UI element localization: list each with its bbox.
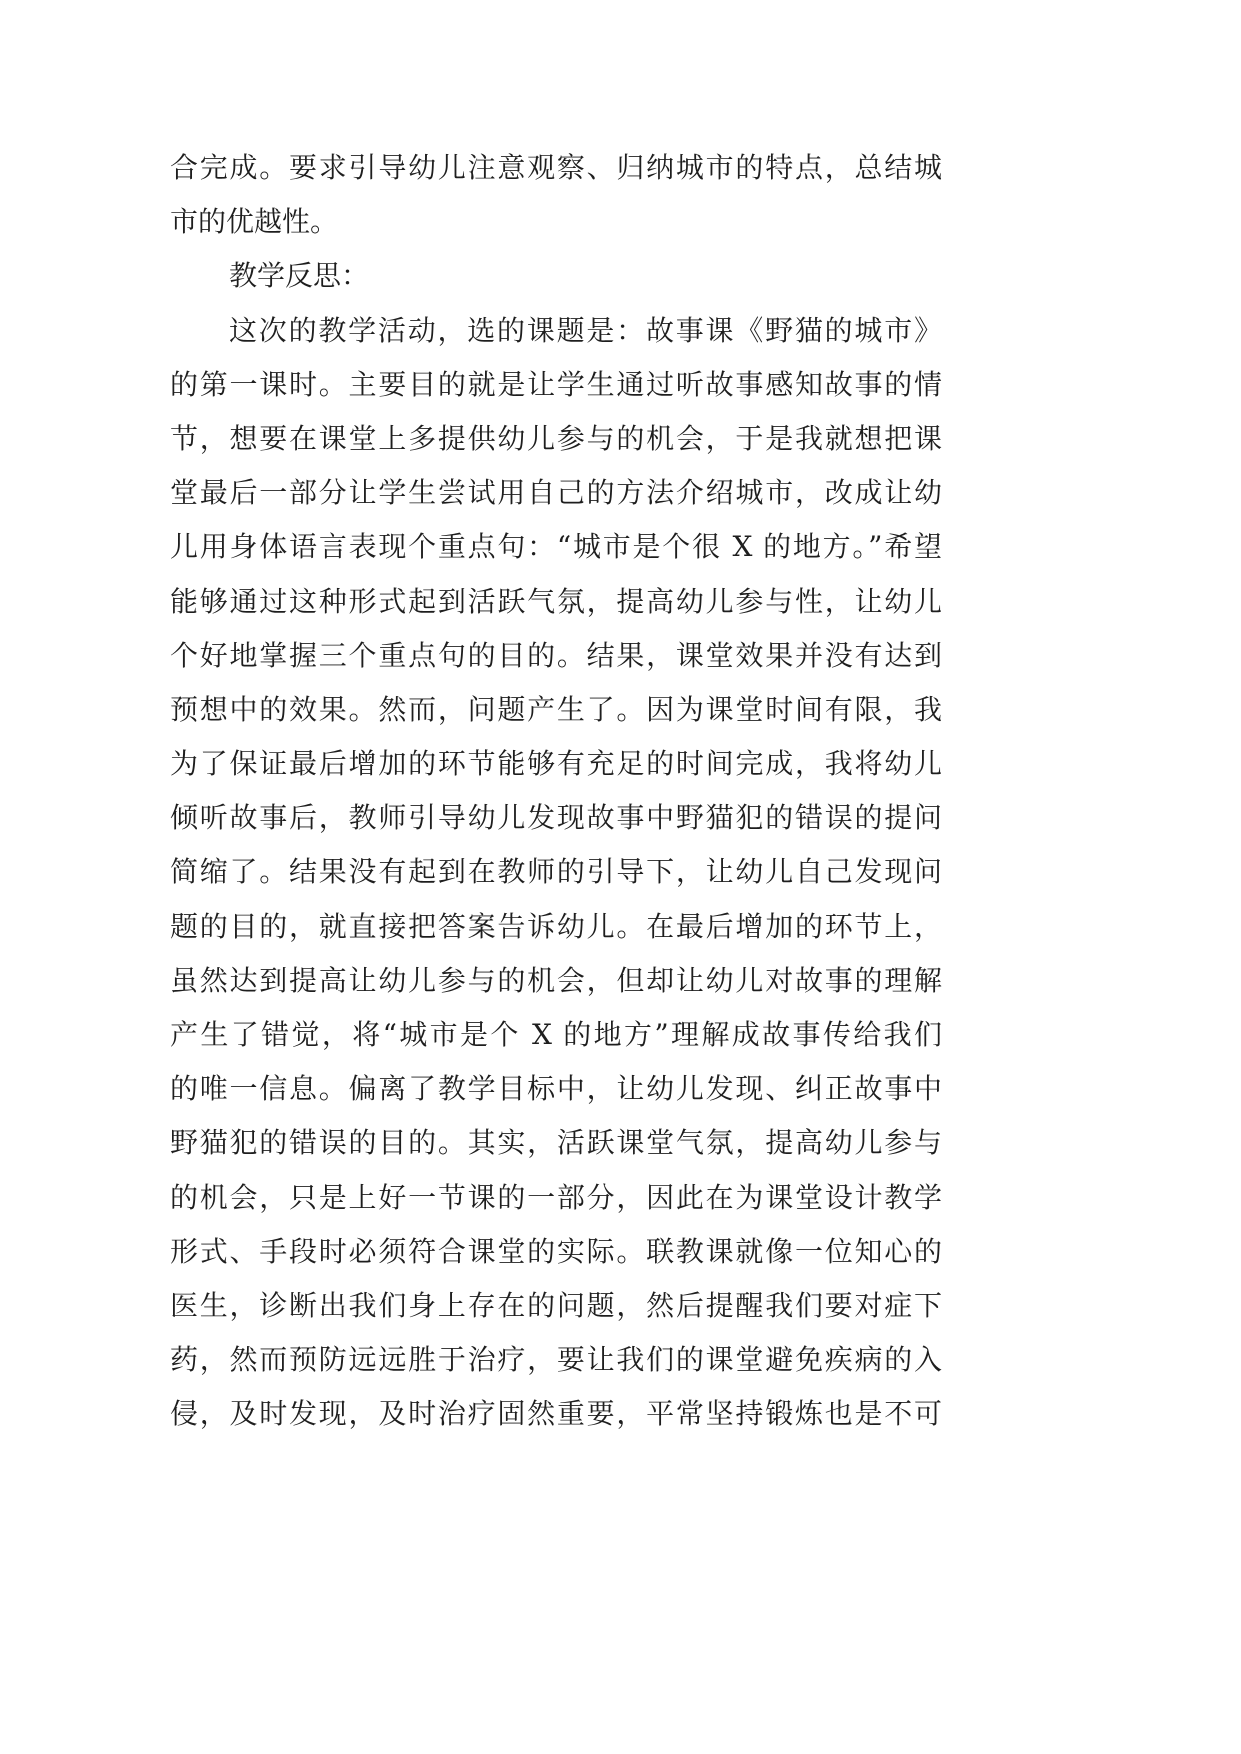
text-line: 的机会，只是上好一节课的一部分，因此在为课堂设计教学: [170, 1180, 942, 1214]
text-line: 合完成。要求引导幼儿注意观察、归纳城市的特点，总结城: [170, 151, 942, 184]
text-line: 倾听故事后，教师引导幼儿发现故事中野猫犯的错误的提问: [170, 801, 942, 835]
text-line: 题的目的，就直接把答案告诉幼儿。在最后增加的环节上，: [170, 909, 942, 943]
text-line: 儿用身体语言表现个重点句：“城市是个很 X 的地方。”希望: [170, 530, 942, 564]
text-line: 虽然达到提高让幼儿参与的机会，但却让幼儿对故事的理解: [170, 963, 942, 997]
body-text: [170, 141, 942, 1442]
text-line: 市的优越性。: [170, 205, 339, 239]
text-line: 的第一课时。主要目的就是让学生通过听故事感知故事的情: [170, 367, 942, 401]
text-line: 医生，诊断出我们身上存在的问题，然后提醒我们要对症下: [170, 1288, 942, 1322]
text-line: 堂最后一部分让学生尝试用自己的方法介绍城市，改成让幼: [170, 476, 942, 510]
text-line: 侵，及时发现，及时治疗固然重要，平常坚持锻炼也是不可: [170, 1397, 942, 1431]
text-line: 产生了错觉，将“城市是个 X 的地方”理解成故事传给我们: [170, 1018, 942, 1051]
text-line: 为了保证最后增加的环节能够有充足的时间完成，我将幼儿: [170, 747, 942, 781]
text-line: 野猫犯的错误的目的。其实，活跃课堂气氛，提高幼儿参与: [170, 1126, 942, 1160]
text-line: 形式、手段时必须符合课堂的实际。联教课就像一位知心的: [170, 1234, 942, 1268]
text-line: 这次的教学活动，选的课题是：故事课《野猫的城市》: [229, 313, 942, 347]
text-line: 能够通过这种形式起到活跃气氛，提高幼儿参与性，让幼儿: [170, 584, 942, 618]
text-line: 药，然而预防远远胜于治疗，要让我们的课堂避免疾病的入: [170, 1343, 942, 1377]
text-line: 预想中的效果。然而，问题产生了。因为课堂时间有限，我: [170, 692, 942, 726]
text-line: 节，想要在课堂上多提供幼儿参与的机会，于是我就想把课: [170, 421, 942, 455]
section-heading: 教学反思：: [229, 259, 370, 293]
text-line: 简缩了。结果没有起到在教师的引导下，让幼儿自己发现问: [170, 855, 942, 889]
text-line: 的唯一信息。偏离了教学目标中，让幼儿发现、纠正故事中: [170, 1072, 942, 1106]
text-line: 个好地掌握三个重点句的目的。结果，课堂效果并没有达到: [170, 638, 942, 672]
